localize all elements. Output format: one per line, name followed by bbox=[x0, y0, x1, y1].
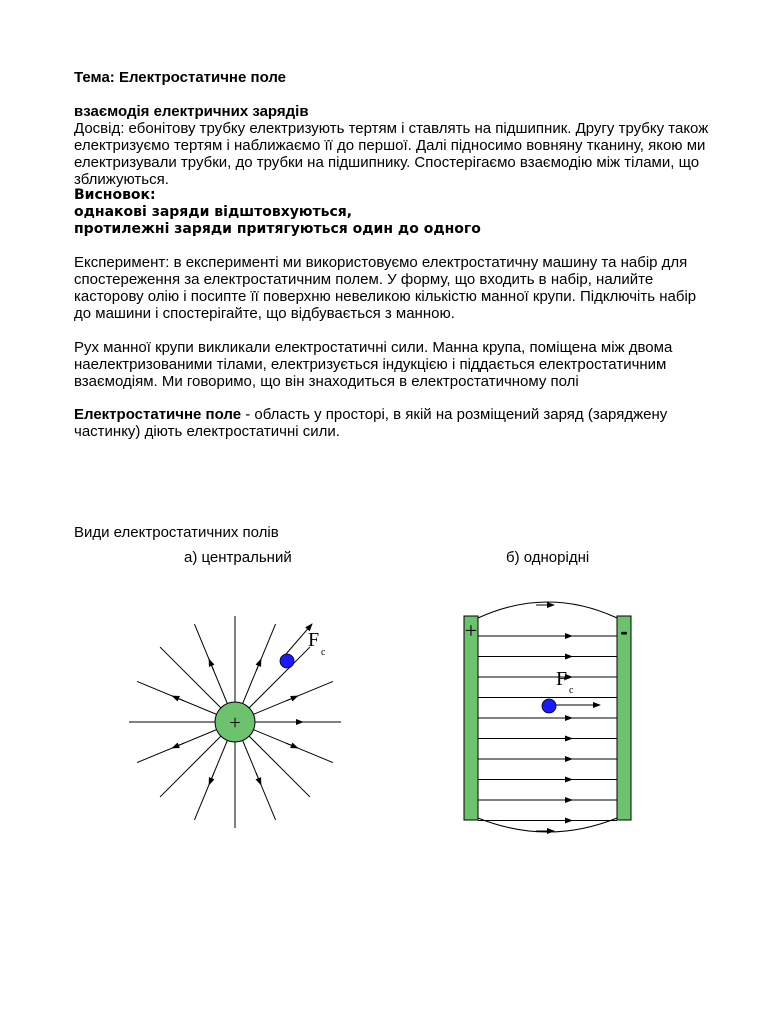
positive-plate bbox=[464, 616, 478, 820]
central-charge-sign: + bbox=[229, 712, 241, 734]
conclusion-line1: однакові заряди відштовхуються, bbox=[74, 204, 353, 220]
observation-paragraph: Рух манної крупи викликали електростатичні сили. Манна крупа, поміщена між двома наелектризованими тілами, електризується індукцією і піддається електростатичним взаємодіям. Ми говоримо, що він знаходиться в електростатичному полі bbox=[74, 339, 673, 390]
topic-value: Електростатичне поле bbox=[118, 69, 287, 86]
central-force-symbol: F bbox=[308, 629, 320, 651]
definition-term: Електростатичне поле bbox=[74, 406, 242, 423]
topic-label: Тема: bbox=[74, 69, 115, 86]
uniform-force-subscript: c bbox=[569, 685, 574, 696]
negative-plate-sign: - bbox=[620, 619, 628, 644]
uniform-field-caption: б) однорідні bbox=[506, 549, 590, 566]
central-field-caption: а) центральний bbox=[184, 549, 292, 566]
positive-plate-sign: + bbox=[464, 618, 478, 643]
field-arrow bbox=[286, 743, 298, 748]
conclusion-line2: протилежні заряди притягуються один до одного bbox=[74, 221, 481, 237]
experiment1-paragraph: Досвід: ебонітову трубку електризують тертям і ставлять на підшипник. Другу трубку також електризуємо тертям і наближаємо її до першої. Далі підносимо вовняну тканину, якою ми електризували трубки, до трубки на підшипнику. Спостерігаємо взаємодію між тілами, що зближуються. bbox=[74, 120, 709, 188]
field-arrow bbox=[209, 659, 214, 671]
interaction-heading: взаємодія електричних зарядів bbox=[74, 103, 309, 120]
uniform-field-diagram bbox=[478, 602, 617, 832]
central-force-subscript: c bbox=[321, 647, 326, 658]
field-arrow bbox=[172, 696, 184, 701]
field-types-heading: Види електростатичних полів bbox=[74, 524, 279, 541]
field-arrow bbox=[286, 696, 298, 701]
experiment2-paragraph: Експеримент: в експерименті ми використовуємо електростатичну машину та набір для спостереження за електростатичним полем. У форму, що входить в набір, налийте касторову олію і посипте її поверхню невеликою кількістю манної крупи. Підключіть набір до машини і спостерігайте, що відбувається з манною. bbox=[74, 254, 697, 322]
field-arrow bbox=[209, 773, 214, 785]
negative-plate bbox=[617, 616, 631, 820]
field-arrow bbox=[256, 773, 261, 785]
field-arrow bbox=[172, 743, 184, 748]
uniform-test-particle bbox=[542, 699, 556, 713]
central-test-particle bbox=[280, 654, 294, 668]
conclusion-heading: Висновок: bbox=[74, 187, 156, 203]
definition-text: - область у просторі, в якій на розміщений заряд (заряджену частинку) діють електростатичні сили. bbox=[74, 406, 668, 440]
uniform-force-symbol: F bbox=[556, 668, 568, 690]
field-arrow bbox=[256, 659, 261, 671]
edge-field-line bbox=[478, 602, 617, 618]
